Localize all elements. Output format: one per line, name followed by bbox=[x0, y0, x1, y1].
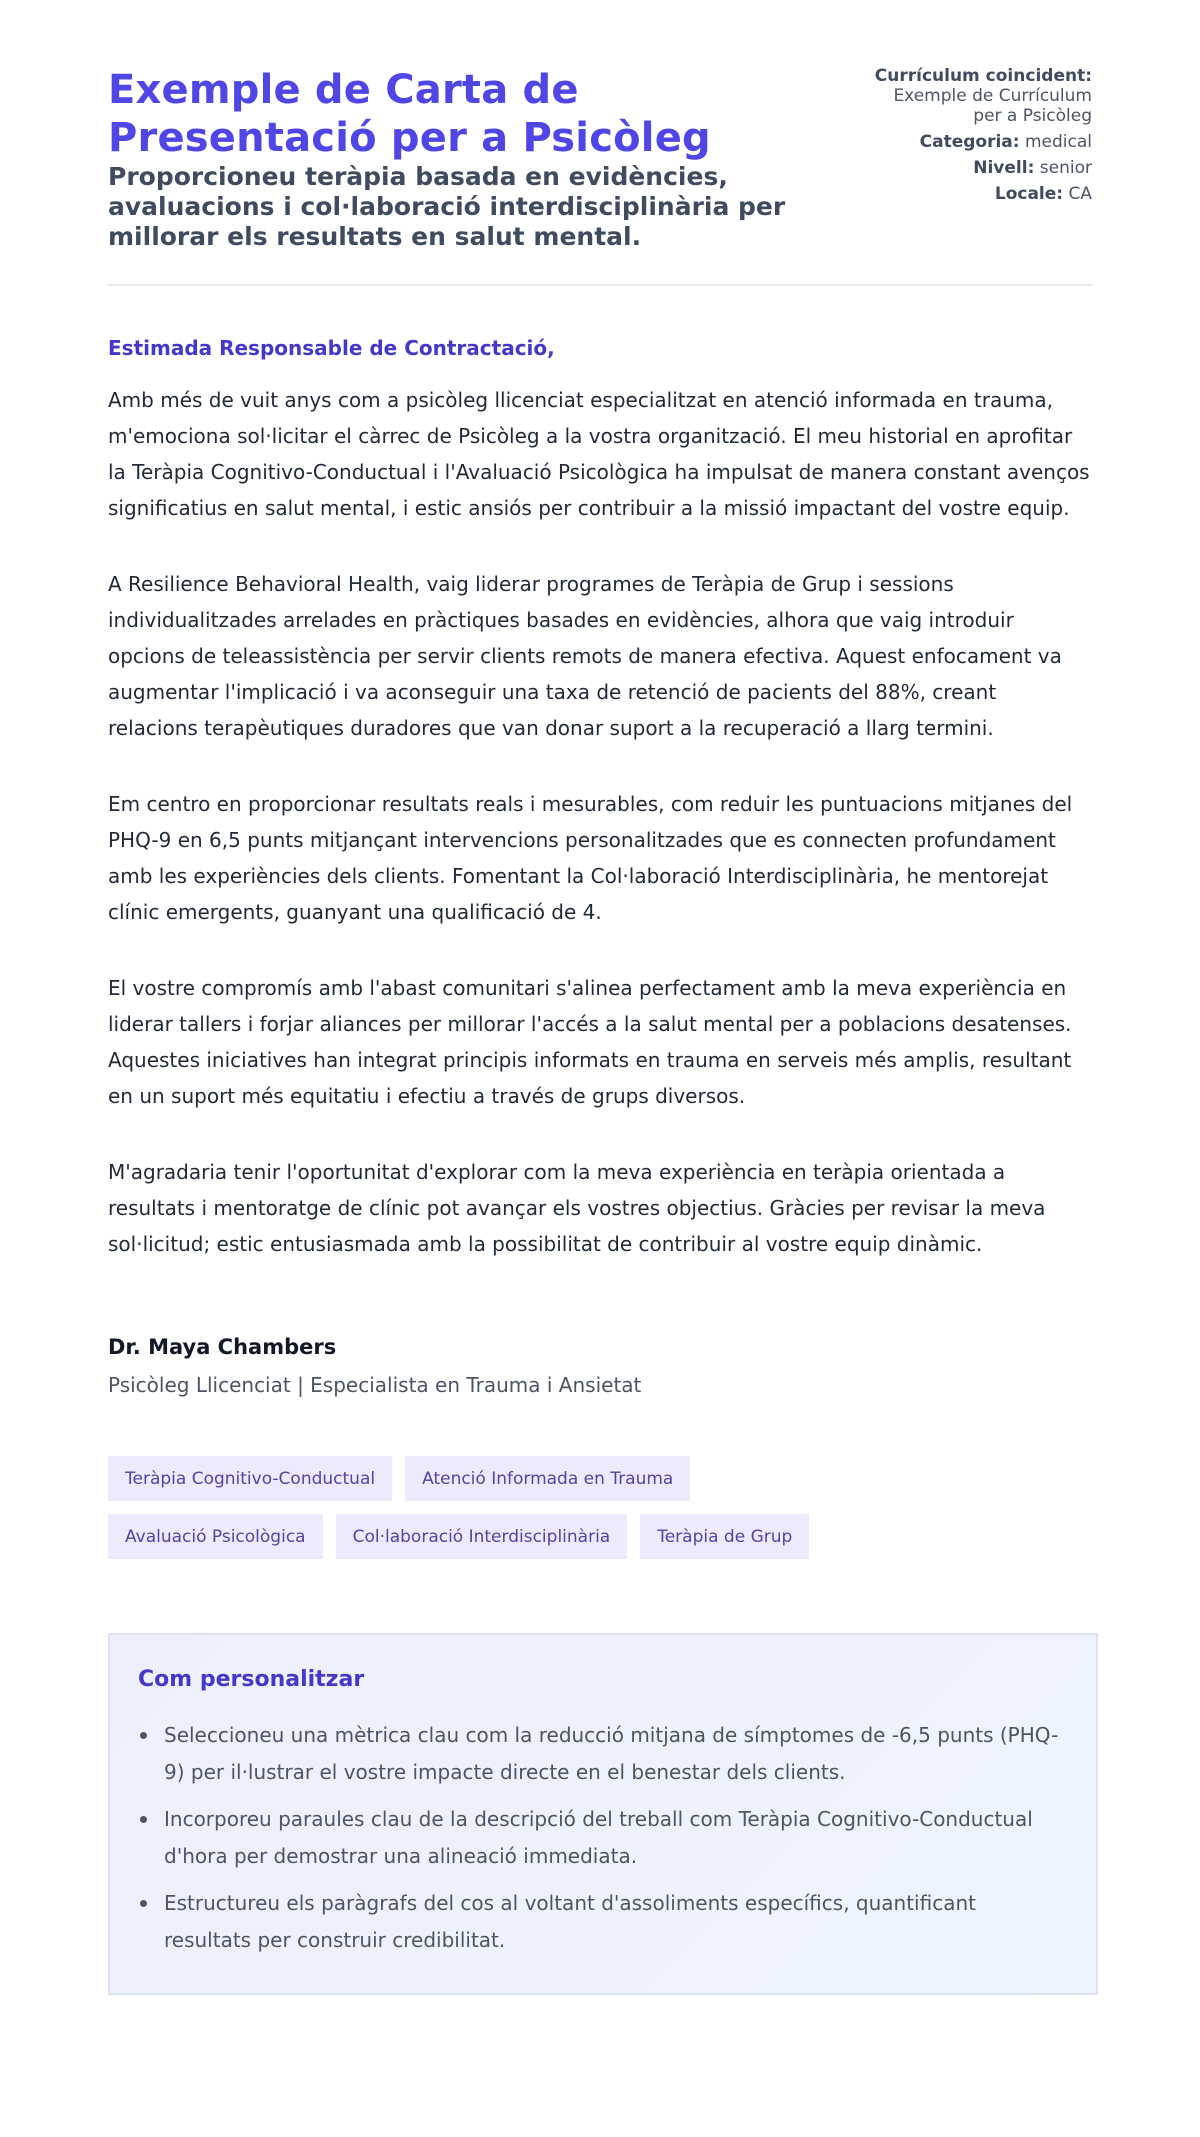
page-header bbox=[108, 0, 1092, 286]
meta-category-label: Categoria: bbox=[919, 132, 1020, 152]
tips-title: Com personalitzar bbox=[138, 1667, 365, 1692]
letter-paragraph: Amb més de vuit anys com a psicòleg llicenciat especialitzat en atenció informada en trauma, m'emociona sol·licitar el càrrec de Psicòleg a la vostra organització. El meu historial en aprofitar la Teràpia Cognitivo-Conductual i l'Avaluació Psicològica ha impulsat de manera constant avenços significatius en salut mental, i estic ansiós per contribuir a la missió impactant del vostre equip. bbox=[108, 388, 1090, 520]
tips-item-text: Incorporeu paraules clau de la descripció del treball com Teràpia Cognitivo-Conductual d'hora per demostrar una alineació immediata. bbox=[164, 1807, 1033, 1868]
letter-paragraph: Em centro en proporcionar resultats reals i mesurables, com reduir les puntuacions mitjanes del PHQ-9 en 6,5 punts mitjançant intervencions personalitzades que es connecten profundament amb les experiències dels clients. Fomentant la Col·laboració Interdisciplinària, he mentorejat clínic emergents, guanyant una qualificació de 4. bbox=[108, 792, 1073, 924]
letter-paragraph: A Resilience Behavioral Health, vaig liderar programes de Teràpia de Grup i sessions individualitzades arrelades en pràctiques basades en evidències, alhora que vaig introduir opcions de teleassistència per servir clients remots de manera efectiva. Aquest enfocament va augmentar l'implicació i va aconseguir una taxa de retenció de pacients del 88%, creant relacions terapèutiques duradores que van donar suport a la recuperació a llarg termini. bbox=[108, 572, 1062, 740]
letter-body bbox=[108, 334, 1092, 1262]
page-title: Exemple de Carta de Presentació per a Psicòleg bbox=[108, 67, 711, 161]
signature-name: Dr. Maya Chambers bbox=[108, 1335, 337, 1359]
tips-item-text: Estructureu els paràgrafs del cos al voltant d'assoliments específics, quantificant resultats per construir credibilitat. bbox=[164, 1891, 976, 1952]
customization-tips-box bbox=[108, 1633, 1098, 1995]
meta-locale-value: CA bbox=[1068, 184, 1092, 204]
skill-tag: Teràpia de Grup bbox=[640, 1514, 809, 1559]
tips-list bbox=[138, 1717, 1068, 1959]
meta-locale bbox=[862, 184, 1092, 204]
tips-list-item bbox=[138, 1885, 1068, 1959]
page-subtitle: Proporcioneu teràpia basada en evidències, avaluacions i col·laboració interdisciplinària per millorar els resultats en salut mental. bbox=[108, 162, 786, 251]
letter-greeting: Estimada Responsable de Contractació, bbox=[108, 336, 555, 360]
meta-locale-label: Locale: bbox=[994, 184, 1064, 204]
signature-block bbox=[108, 1332, 1092, 1400]
skill-tag: Atenció Informada en Trauma bbox=[405, 1456, 690, 1501]
meta-category bbox=[862, 132, 1092, 152]
skill-tag: Col·laboració Interdisciplinària bbox=[336, 1514, 628, 1559]
meta-category-value: medical bbox=[1024, 132, 1092, 152]
bullet-icon bbox=[140, 1900, 147, 1907]
meta-matched-resume-value: Exemple de Currículum per a Psicòleg bbox=[893, 86, 1092, 126]
meta-level-value: senior bbox=[1039, 158, 1092, 178]
signature-title: Psicòleg Llicenciat | Especialista en Trauma i Ansietat bbox=[108, 1373, 642, 1397]
meta-level-label: Nivell: bbox=[973, 158, 1035, 178]
meta-matched-resume-label: Currículum coincident: bbox=[874, 66, 1092, 86]
header-titles bbox=[108, 66, 828, 252]
bullet-icon bbox=[140, 1732, 147, 1739]
tips-list-item bbox=[138, 1801, 1068, 1875]
skill-tags bbox=[108, 1456, 888, 1559]
tips-item-text: Seleccioneu una mètrica clau com la reducció mitjana de símptomes de -6,5 punts (PHQ-9) per il·lustrar el vostre impacte directe en el benestar dels clients. bbox=[164, 1723, 1059, 1784]
metadata-panel bbox=[862, 66, 1092, 210]
meta-level bbox=[862, 158, 1092, 178]
letter-paragraph: M'agradaria tenir l'oportunitat d'explorar com la meva experiència en teràpia orientada a resultats i mentoratge de clínic pot avançar els vostres objectius. Gràcies per revisar la meva sol·licitud; estic entusiasmada amb la possibilitat de contribuir al vostre equip dinàmic. bbox=[108, 1160, 1046, 1256]
skill-tag: Teràpia Cognitivo-Conductual bbox=[108, 1456, 392, 1501]
letter-paragraph: El vostre compromís amb l'abast comunitari s'alinea perfectament amb la meva experiència en liderar tallers i forjar aliances per millorar l'accés a la salut mental per a poblacions desatenses. Aquestes iniciatives han integrat principis informats en trauma en serveis més amplis, resultant en un suport més equitatiu i efectiu a través de grups diversos. bbox=[108, 976, 1072, 1108]
skill-tag: Avaluació Psicològica bbox=[108, 1514, 323, 1559]
meta-matched-resume bbox=[862, 66, 1092, 126]
bullet-icon bbox=[140, 1816, 147, 1823]
tips-list-item bbox=[138, 1717, 1068, 1791]
